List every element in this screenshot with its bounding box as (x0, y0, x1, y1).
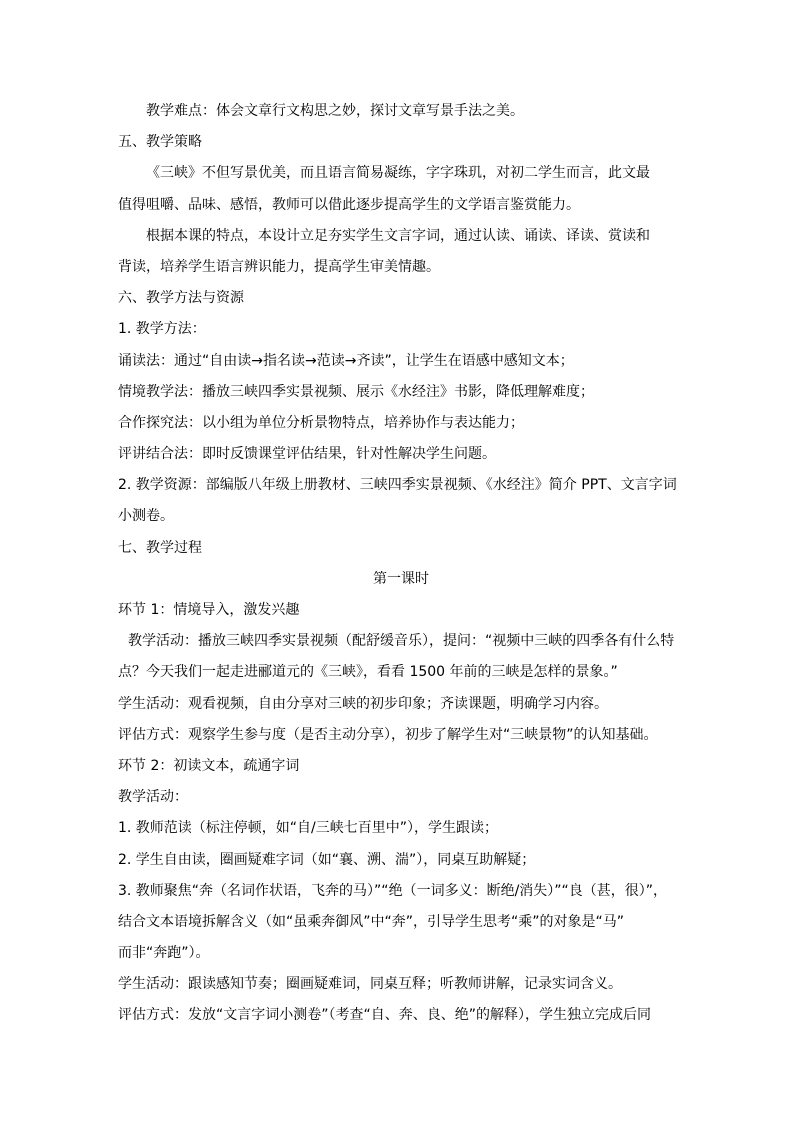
document-page (118, 96, 684, 1032)
stage-2-step: 3. 教师聚焦“奔（名词作状语，飞奔的马）”“绝（一词多义：断绝/消失）”“良（甚，很）”， (118, 882, 668, 899)
method-item: 评讲结合法：即时反馈课堂评估结果，针对性解决学生问题。 (118, 446, 496, 463)
resources-line: 小测卷。 (118, 508, 174, 525)
lesson-title: 第一课时 (373, 570, 429, 587)
stage-2-step: 1. 教师范读（标注停顿，如“自/三峡七百里中”），学生跟读； (118, 820, 499, 837)
stage-2-student: 学生活动：跟读感知节奏；圈画疑难词，同桌互释；听教师讲解，记录实词含义。 (118, 976, 622, 993)
stage-2-step: 2. 学生自由读，圈画疑难字词（如“襄、溯、湍”），同桌互助解疑； (118, 851, 536, 868)
stage-1-activity: 点？今天我们一起走进郦道元的《三峡》，看看 1500 年前的三峡是怎样的景象。” (118, 664, 618, 681)
paragraph-line: 《三峡》不但写景优美，而且语言简易凝练，字字珠玑，对初二学生而言，此文最 (146, 165, 650, 182)
stage-2-assessment: 评估方式：发放“文言字词小测卷”（考查“自、奔、良、绝”的解释），学生独立完成后同 (118, 1007, 652, 1024)
teaching-difficulty: 教学难点：体会文章行文构思之妙，探讨文章写景手法之美。 (146, 103, 524, 119)
stage-1-student: 学生活动：观看视频，自由分享对三峡的初步印象；齐读课题，明确学习内容。 (118, 695, 608, 712)
stage-1-activity: 教学活动：播放三峡四季实景视频（配舒缓音乐），提问：“视频中三峡的四季各有什么特 (128, 633, 675, 650)
method-item: 合作探究法：以小组为单位分析景物特点，培养协作与表达能力； (118, 414, 524, 431)
subheading-methods: 1. 教学方法： (118, 321, 206, 338)
resources-line: 2. 教学资源：部编版八年级上册教材、三峡四季实景视频、《水经注》简介 PPT、文言字词 (118, 477, 677, 494)
section-heading-process: 七、教学过程 (118, 539, 202, 556)
section-heading-strategy: 五、教学策略 (118, 134, 202, 151)
method-item: 情境教学法：播放三峡四季实景视频、展示《水经注》书影，降低理解难度； (118, 383, 594, 400)
method-item: 诵读法：通过“自由读→指名读→范读→齐读”，让学生在语感中感知文本； (118, 352, 574, 369)
paragraph-line: 背读，培养学生语言辨识能力，提高学生审美情趣。 (118, 258, 440, 275)
paragraph-line: 根据本课的特点，本设计立足夯实学生文言字词，通过认读、诵读、译读、赏读和 (146, 227, 650, 244)
paragraph-line: 值得咀嚼、品味、感悟，教师可以借此逐步提高学生的文学语言鉴赏能力。 (118, 196, 580, 213)
section-heading-methods: 六、教学方法与资源 (118, 290, 244, 307)
stage-2-activity-label: 教学活动： (118, 789, 188, 806)
stage-2-step: 结合文本语境拆解含义（如“虽乘奔御风”中“奔”，引导学生思考“乘”的对象是“马” (118, 913, 625, 930)
stage-heading-2: 环节 2：初读文本，疏通字词 (118, 757, 300, 774)
stage-1-assessment: 评估方式：观察学生参与度（是否主动分享），初步了解学生对“三峡景物”的认知基础。 (118, 726, 658, 743)
stage-2-step: 而非“奔跑”）。 (118, 945, 210, 962)
stage-heading-1: 环节 1：情境导入，激发兴趣 (118, 602, 300, 618)
